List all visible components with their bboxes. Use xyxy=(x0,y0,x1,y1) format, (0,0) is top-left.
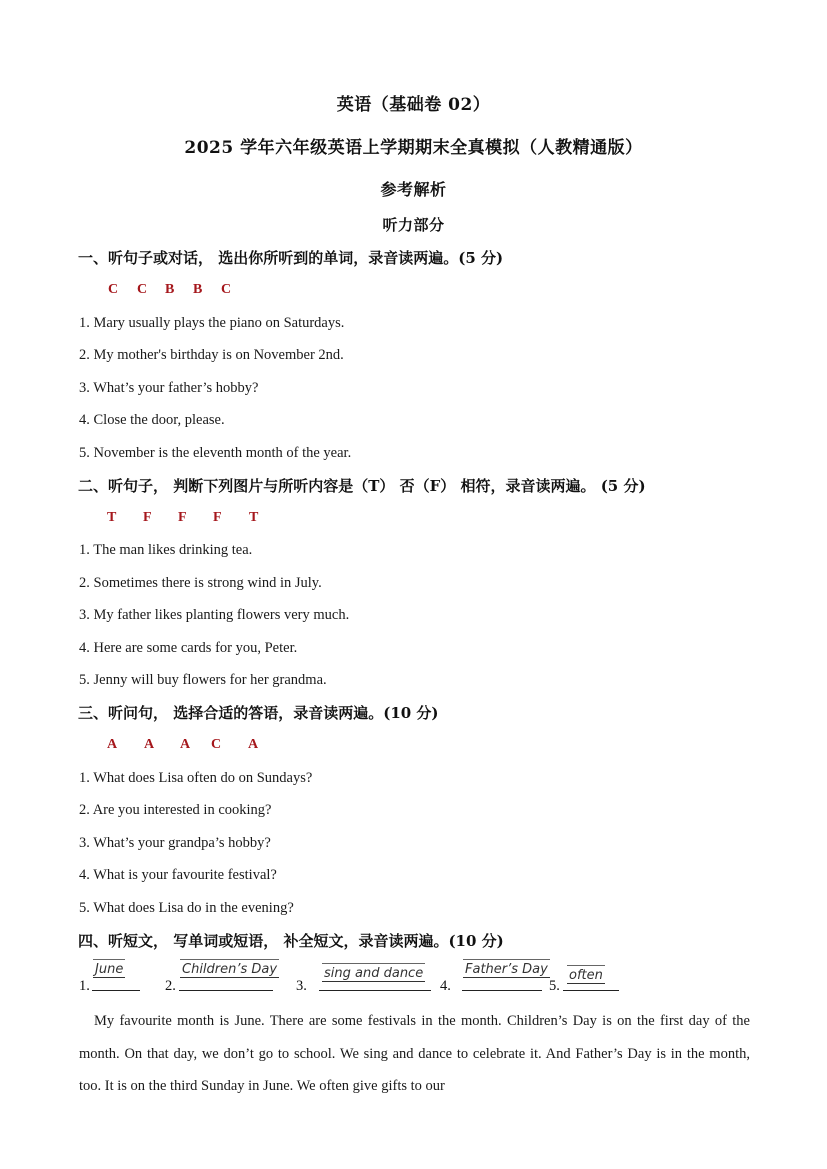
answer-letter: F xyxy=(143,510,152,525)
section-2-heading: 二、听句子， 判断下列图片与所听内容是（T） 否（F） 相符，录音读两遍。 (5 分) xyxy=(78,477,646,495)
answer-letter: A xyxy=(180,737,191,752)
section-1-heading: 一、听句子或对话， 选出你所听到的单词，录音读两遍。(5 分) xyxy=(78,249,504,267)
list-item: 1. The man likes drinking tea. xyxy=(79,542,253,558)
answer-letter: T xyxy=(107,510,117,525)
answer-letter: B xyxy=(165,282,175,297)
part-heading: 听力部分 xyxy=(382,216,445,234)
list-item: 5. What does Lisa do in the evening? xyxy=(79,900,294,916)
blank-line xyxy=(319,990,431,991)
doc-subtitle: 2025 学年六年级英语上学期期末全真模拟（人教精通版） xyxy=(184,138,643,158)
list-item: 2. Sometimes there is strong wind in July. xyxy=(79,575,322,591)
list-item: 3. What’s your father’s hobby? xyxy=(79,380,259,396)
blank-line xyxy=(462,990,542,991)
passage-text: My favourite month is June. There are some festivals in the month. Children’s Day is on the first day of the month. On that day, we don’t go to school. We sing and dance to celebrate it. And Father’s Day is in the month, too. It is on the third Sunday in June. We often give gifts to our xyxy=(79,1013,750,1094)
answer-letter: F xyxy=(213,510,222,525)
blank-line xyxy=(563,990,619,991)
handwritten-answer: often xyxy=(569,968,603,983)
blank-line xyxy=(92,990,140,991)
answer-letter: F xyxy=(178,510,187,525)
blank-number: 2. xyxy=(165,978,176,994)
list-item: 2. Are you interested in cooking? xyxy=(79,802,272,818)
list-item: 3. My father likes planting flowers very much. xyxy=(79,607,350,623)
answer-letter: C xyxy=(108,282,119,297)
handwritten-answer: Children’s Day xyxy=(182,962,278,977)
answer-letter: B xyxy=(193,282,203,297)
list-item: 3. What’s your grandpa’s hobby? xyxy=(79,835,271,851)
blank-number: 4. xyxy=(440,978,451,994)
list-item: 4. Here are some cards for you, Peter. xyxy=(79,640,298,656)
list-item: 5. November is the eleventh month of the year. xyxy=(79,445,352,461)
analysis-heading: 参考解析 xyxy=(380,180,447,199)
handwritten-answer: sing and dance xyxy=(324,966,424,981)
list-item: 2. My mother's birthday is on November 2nd. xyxy=(79,347,344,363)
list-item: 1. What does Lisa often do on Sundays? xyxy=(79,770,313,786)
handwritten-answer: Father’s Day xyxy=(465,962,548,977)
answer-letter: C xyxy=(211,737,222,752)
blank-number: 1. xyxy=(79,978,90,994)
answer-letter: C xyxy=(221,282,232,297)
list-item: 4. Close the door, please. xyxy=(79,412,225,428)
answer-letter: A xyxy=(144,737,155,752)
section-3-heading: 三、听问句， 选择合适的答语，录音读两遍。(10 分) xyxy=(78,704,439,722)
answer-letter: A xyxy=(107,737,118,752)
blank-number: 5. xyxy=(549,978,560,994)
doc-title: 英语（基础卷 02） xyxy=(336,95,491,115)
blank-line xyxy=(179,990,273,991)
fill-in-blanks xyxy=(79,962,759,996)
handwritten-answer: June xyxy=(95,962,124,977)
answer-letter: C xyxy=(137,282,148,297)
section-4-heading: 四、听短文， 写单词或短语， 补全短文，录音读两遍。(10 分) xyxy=(78,932,504,950)
blank-number: 3. xyxy=(296,978,307,994)
answer-letter: A xyxy=(248,737,259,752)
answer-letter: T xyxy=(249,510,259,525)
list-item: 1. Mary usually plays the piano on Saturdays. xyxy=(79,315,345,331)
list-item: 4. What is your favourite festival? xyxy=(79,867,277,883)
list-item: 5. Jenny will buy flowers for her grandma. xyxy=(79,672,327,688)
